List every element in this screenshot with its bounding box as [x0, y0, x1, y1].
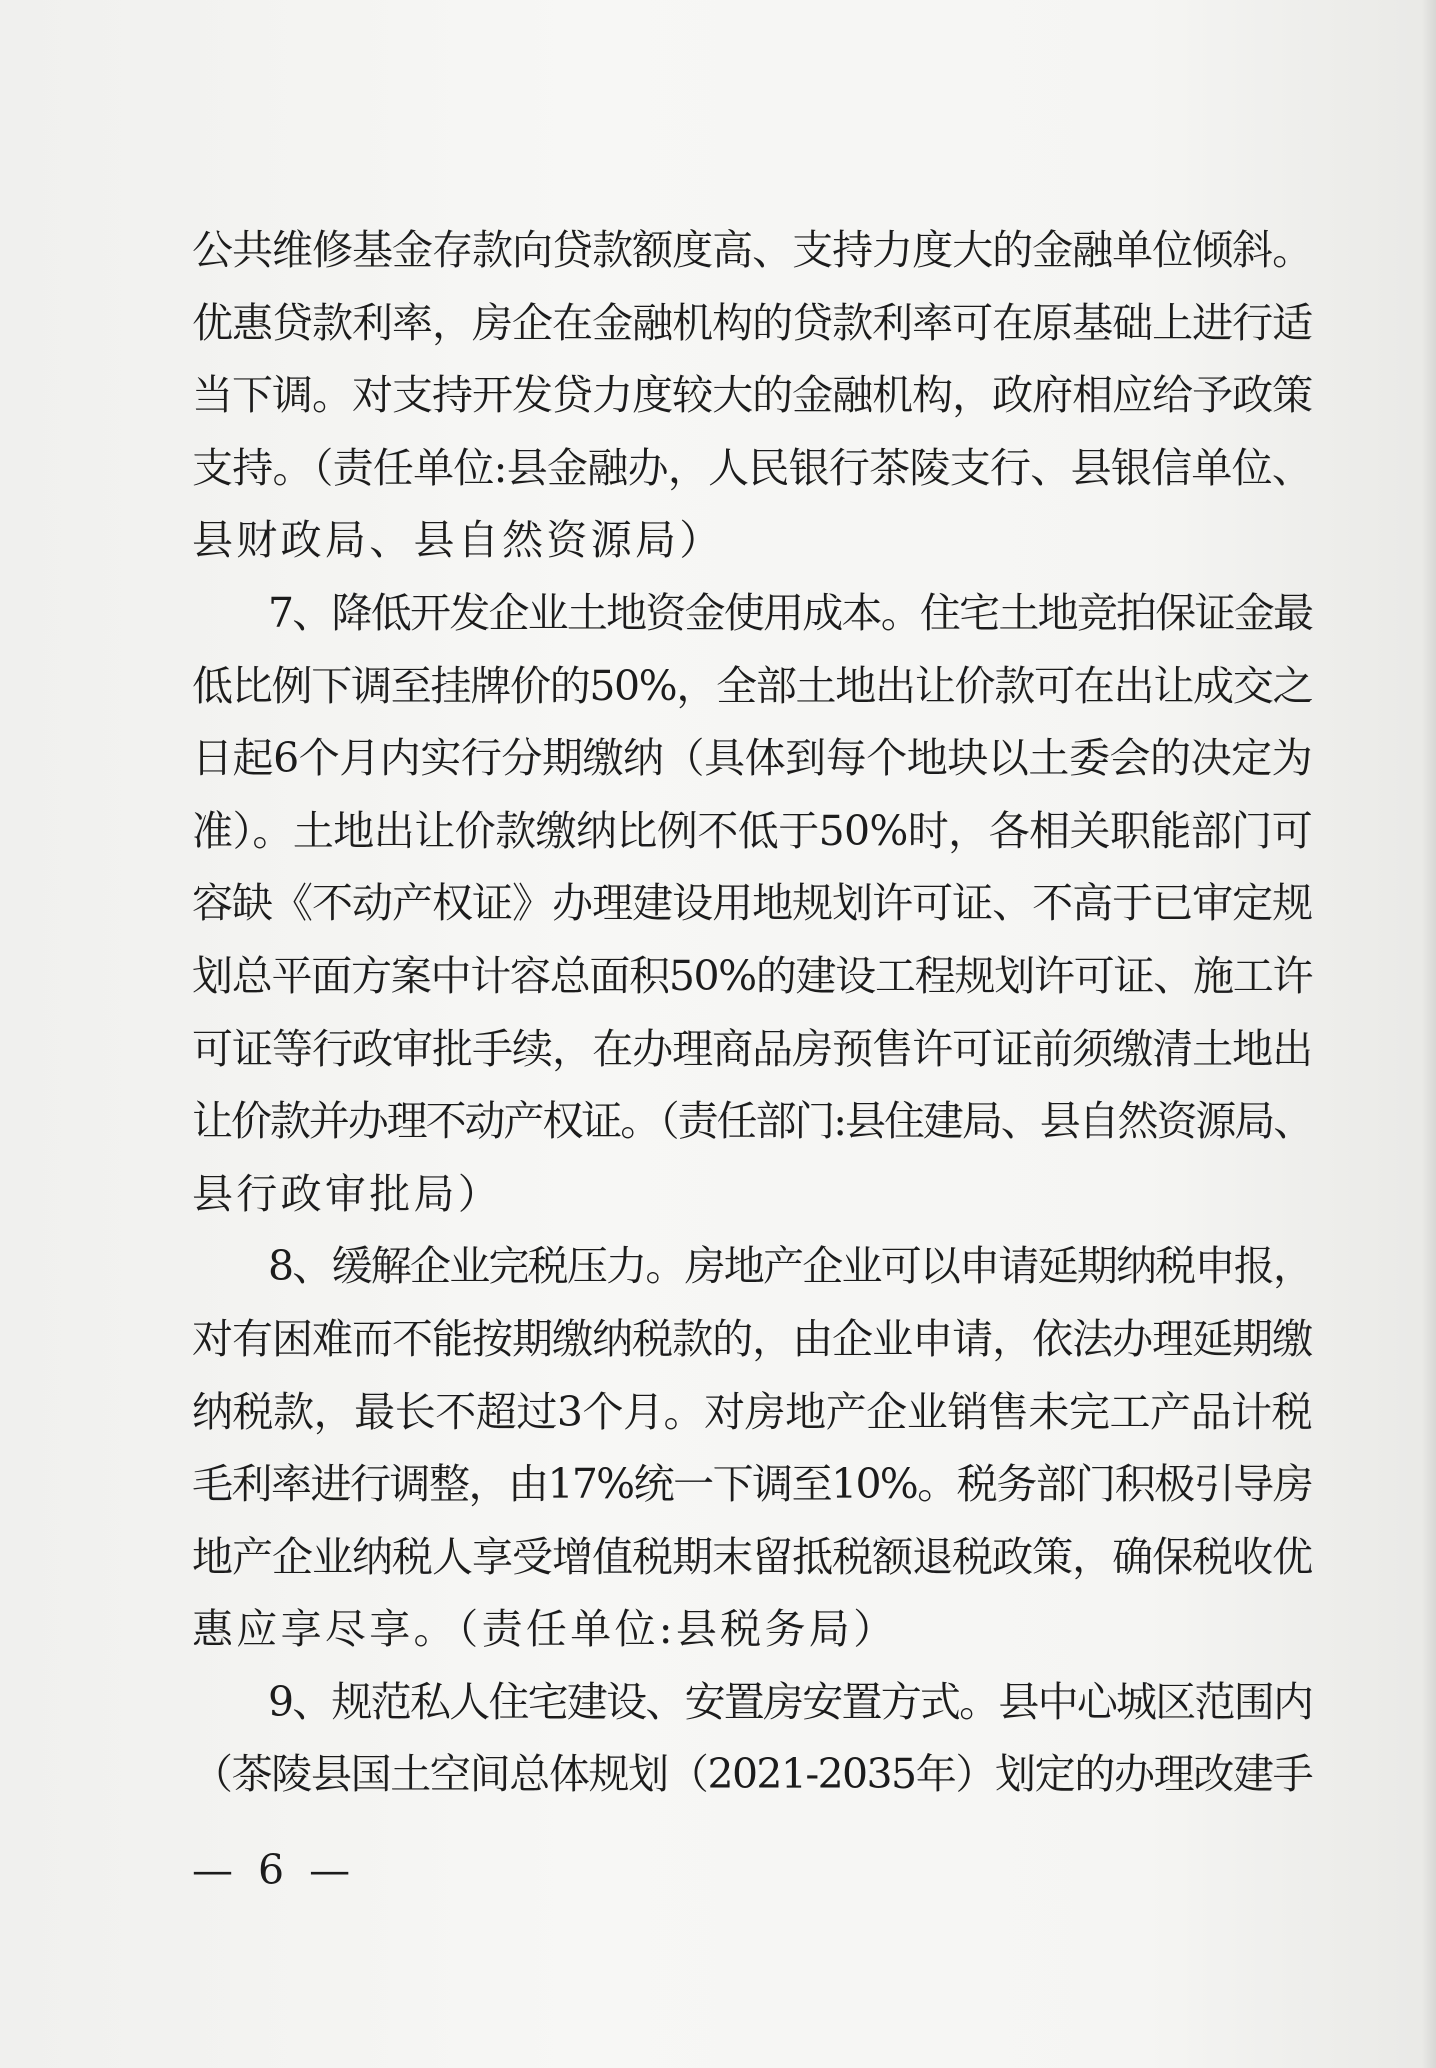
text-line: 县财政局、县自然资源局）: [192, 516, 724, 565]
page-edge-shadow: [1422, 0, 1436, 2068]
text-line: 对有困难而不能按期缴纳税款的，由企业申请，依法办理延期缴: [192, 1314, 1312, 1363]
text-line: 支持。（责任单位:县金融办，人民银行茶陵支行、县银信单位、: [192, 443, 1312, 492]
text-line: 划总平面方案中计容总面积50%的建设工程规划许可证、施工许: [192, 951, 1312, 1000]
page-number: — 6 —: [192, 1846, 357, 1894]
text-line: 公共维修基金存款向贷款额度高、支持力度大的金融单位倾斜。: [192, 226, 1312, 274]
text-line: 8、缓解企业完税压力。房地产企业可以申请延期纳税申报，: [268, 1242, 1312, 1291]
text-line: 日起6个月内实行分期缴纳（具体到每个地块以土委会的决定为: [192, 734, 1312, 783]
text-line: 7、降低开发企业土地资金使用成本。住宅土地竞拍保证金最: [268, 588, 1312, 637]
text-line: 可证等行政审批手续，在办理商品房预售许可证前须缴清土地出: [192, 1024, 1312, 1073]
text-line: 当下调。对支持开发贷力度较大的金融机构，政府相应给予政策: [192, 371, 1312, 420]
text-line: 9、规范私人住宅建设、安置房安置方式。县中心城区范围内: [268, 1677, 1312, 1726]
text-line: 县行政审批局）: [192, 1169, 503, 1218]
text-line: 准）。土地出让价款缴纳比例不低于50%时，各相关职能部门可: [192, 806, 1312, 855]
text-line: 容缺《不动产权证》办理建设用地规划许可证、不高于已审定规: [192, 879, 1312, 928]
text-line: 惠应享尽享。（责任单位:县税务局）: [192, 1605, 898, 1654]
text-line: 让价款并办理不动产权证。（责任部门:县住建局、县自然资源局、: [192, 1097, 1312, 1146]
text-line: （茶陵县国土空间总体规划（2021-2035年）划定的办理改建手: [192, 1750, 1312, 1799]
text-line: 低比例下调至挂牌价的50%，全部土地出让价款可在出让成交之: [192, 661, 1312, 710]
text-line: 优惠贷款利率，房企在金融机构的贷款利率可在原基础上进行适: [192, 298, 1312, 347]
document-body: [192, 214, 1312, 1811]
text-line: 纳税款，最长不超过3个月。对房地产企业销售未完工产品计税: [192, 1387, 1312, 1436]
text-line: 毛利率进行调整，由17%统一下调至10%。税务部门积极引导房: [192, 1460, 1312, 1509]
text-line: 地产企业纳税人享受增值税期末留抵税额退税政策，确保税收优: [192, 1532, 1312, 1581]
